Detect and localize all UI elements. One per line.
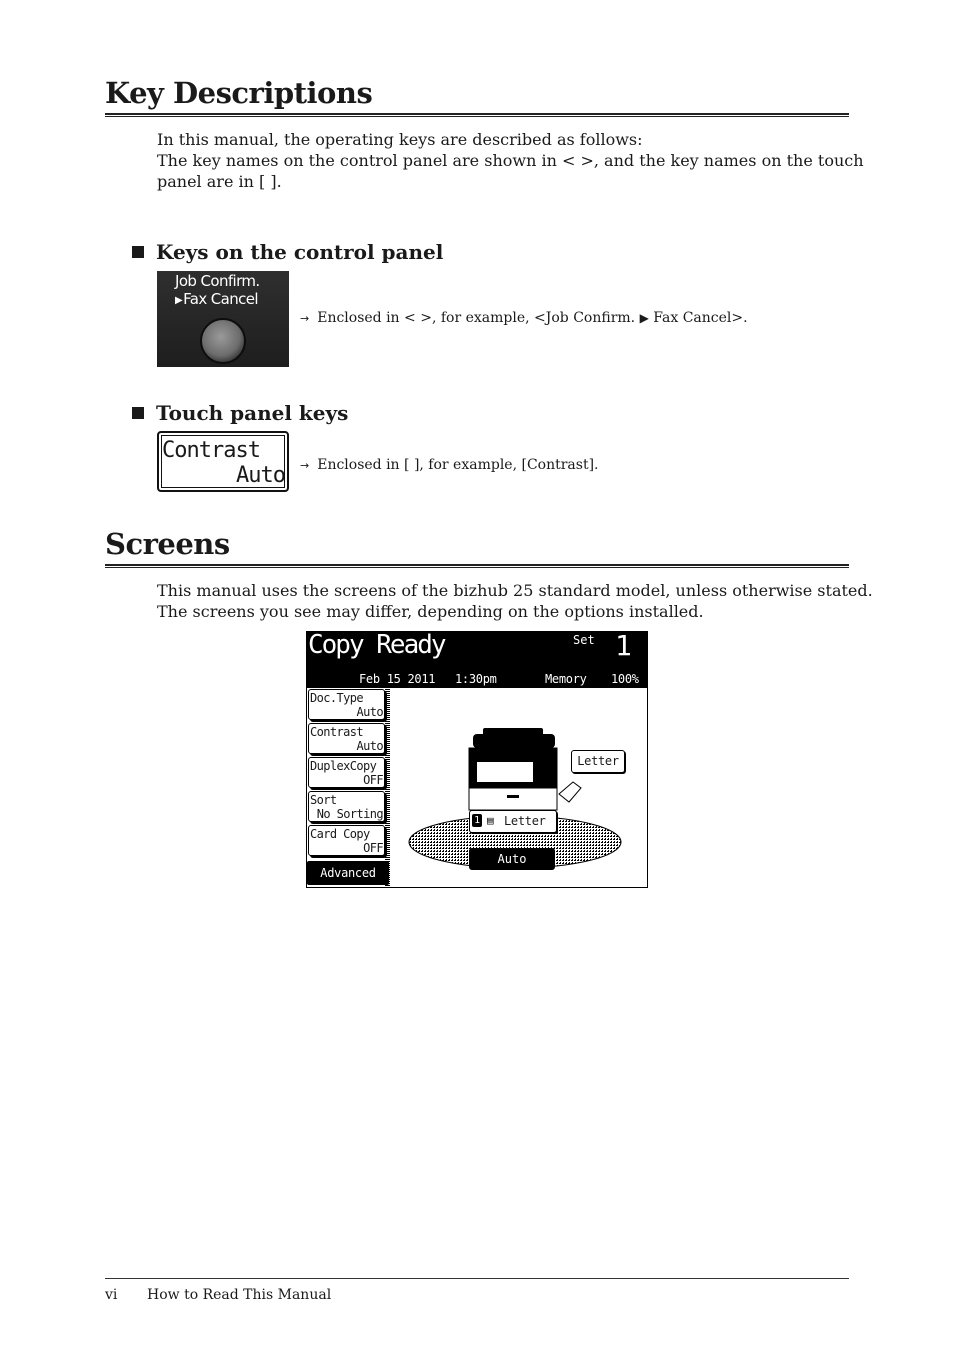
key-label-text: Fax Cancel [183,290,258,308]
copier-adf-tray [483,728,543,736]
tray-number-badge: 1 [472,814,482,827]
lcd-button-contrast [308,723,385,754]
control-panel-note [300,309,748,328]
section-heading-screens: Screens [105,527,230,561]
key-label-line1: Contrast [162,438,260,463]
button-label: Doc.Type [310,691,363,705]
text-line: The key names on the control panel are shown in < >, and the key names on the touch [157,151,864,170]
bypass-tray [559,782,581,802]
copier-adf [473,734,555,748]
screens-text [157,580,873,622]
paper-stack-icon: ▤ [487,814,494,827]
text-line: This manual uses the screens of the bizhub 25 standard model, unless otherwise stated. [157,581,873,600]
button-label: Contrast [310,725,363,739]
subheading-control-panel [132,240,443,264]
lcd-header [307,632,647,688]
lcd-sidebar-pattern [385,688,390,888]
note-text-end: Fax Cancel>. [653,310,748,326]
control-panel-key-image [157,271,289,367]
text-line: The screens you see may differ, depending on the options installed. [157,602,704,621]
button-value: Auto [356,739,383,753]
footer-rule [105,1278,849,1279]
tray-paper-label: Letter [504,814,546,828]
lcd-date: Feb 15 2011 [359,672,436,686]
drawer-handle [507,795,519,798]
text-line: In this manual, the operating keys are described as follows: [157,130,643,149]
button-value: No Sorting [316,807,383,821]
button-value: OFF [363,773,383,787]
footer-title: How to Read This Manual [147,1287,332,1303]
round-key-button [200,318,246,364]
section-heading-key-descriptions: Key Descriptions [105,76,373,110]
footer-page-number: vi [105,1287,118,1303]
touch-panel-key-image [157,431,289,492]
play-triangle-icon: ▶ [175,295,183,306]
lcd-screen-image [306,631,648,888]
key-label-line2 [175,290,258,310]
arrow-icon: → [300,459,310,472]
touch-panel-note [300,456,599,475]
lcd-tray-button [469,810,557,833]
text-line: panel are in [ ]. [157,172,282,191]
heading-rule [105,113,849,117]
subheading-label: Touch panel keys [156,401,349,425]
heading-rule [105,564,849,568]
lcd-memory-label: Memory [545,672,587,686]
lcd-title: Copy Ready [308,631,445,660]
button-label: DuplexCopy [310,759,377,773]
square-bullet-icon [132,246,144,258]
lcd-ratio-button: Auto [469,848,555,870]
note-text: Enclosed in < >, for example, <Job Confirm. [317,310,636,326]
play-triangle-icon: ▶ [639,311,649,325]
button-label: Sort [310,793,337,807]
square-bullet-icon [132,407,144,419]
copier-output-slot [477,762,533,782]
subheading-label: Keys on the control panel [156,240,444,264]
lcd-set-label: Set [573,633,595,647]
lcd-memory-value: 100% [611,672,639,686]
key-label-line1: Job Confirm. [175,272,260,290]
key-label-line2: Auto [236,463,285,488]
button-value: Auto [356,705,383,719]
copier-paper-drawer [469,788,557,810]
key-descriptions-text [157,129,864,192]
lcd-button-advanced: Advanced [307,861,389,885]
arrow-icon: → [300,312,310,325]
lcd-time: 1:30pm [455,672,497,686]
lcd-button-duplex-copy [308,757,385,788]
note-text: Enclosed in [ ], for example, [Contrast]. [317,457,599,473]
subheading-touch-panel [132,401,348,425]
lcd-button-doc-type [308,689,385,720]
lcd-set-count: 1 [615,631,632,662]
lcd-button-card-copy [308,825,385,856]
lcd-output-paper: Letter [571,750,625,773]
button-value: OFF [363,841,383,855]
lcd-button-sort [308,791,385,822]
button-label: Card Copy [310,827,370,841]
